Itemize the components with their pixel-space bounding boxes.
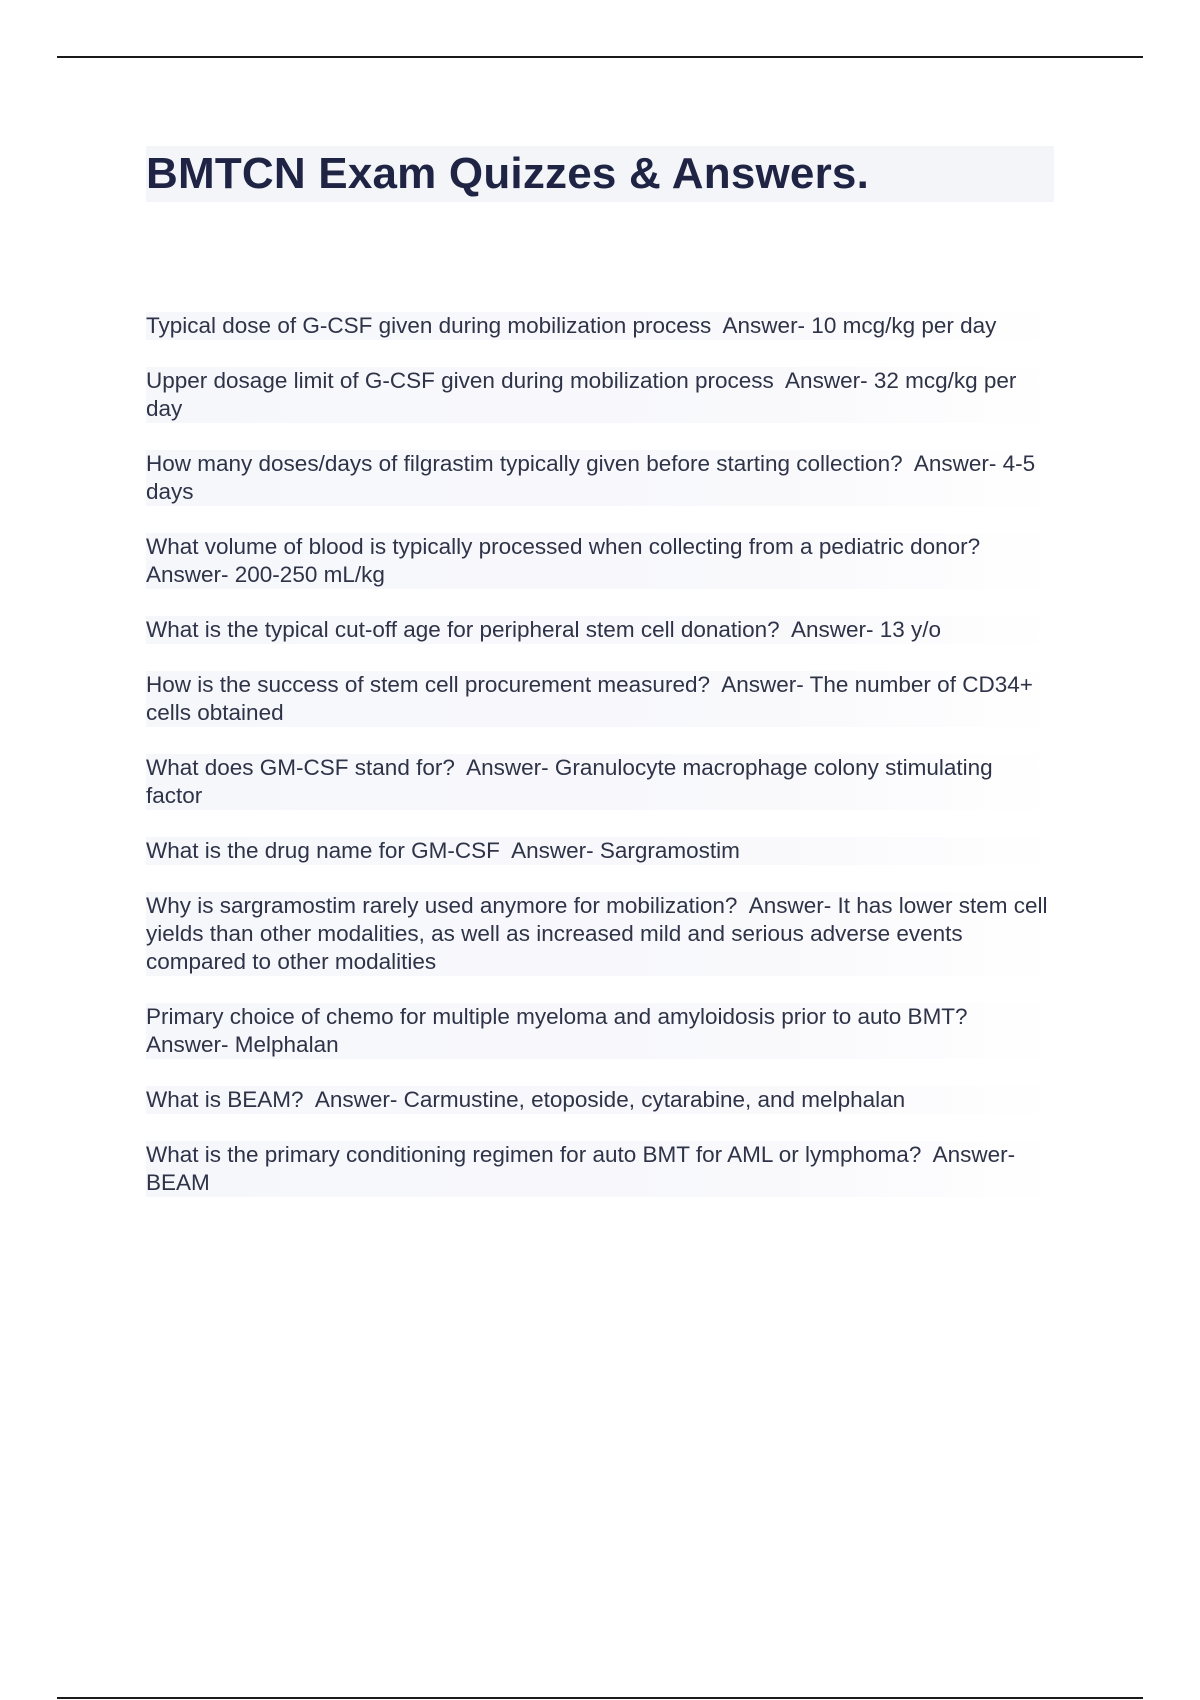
- answer-text: Answer- 4-5 days: [146, 451, 1042, 504]
- answer-text: Answer- Sargramostim: [511, 838, 740, 863]
- qa-list: [146, 312, 1056, 1224]
- question-text: What volume of blood is typically processed when collecting from a pediatric donor?: [146, 534, 981, 559]
- qa-item: [146, 450, 1056, 506]
- page-title: BMTCN Exam Quizzes & Answers.: [146, 149, 870, 198]
- qa-item: [146, 1086, 1056, 1114]
- question-text: What does GM-CSF stand for?: [146, 755, 455, 780]
- qa-item: [146, 837, 1056, 865]
- qa-item: [146, 616, 1056, 644]
- question-text: Typical dose of G-CSF given during mobilization process: [146, 313, 712, 338]
- qa-item: [146, 367, 1056, 423]
- bottom-rule: [57, 1697, 1143, 1699]
- qa-item: [146, 533, 1056, 589]
- qa-item: [146, 1003, 1056, 1059]
- answer-text: Answer- Melphalan: [146, 1032, 339, 1057]
- qa-item: [146, 312, 1056, 340]
- question-text: How is the success of stem cell procurement measured?: [146, 672, 710, 697]
- qa-item: [146, 671, 1056, 727]
- question-text: What is the typical cut-off age for peripheral stem cell donation?: [146, 617, 780, 642]
- qa-item: [146, 892, 1056, 976]
- answer-text: Answer- 200-250 mL/kg: [146, 562, 385, 587]
- top-rule: [57, 56, 1143, 58]
- answer-text: Answer- BEAM: [146, 1142, 1022, 1195]
- answer-text: Answer- It has lower stem cell yields than other modalities, as well as increased mild and serious adverse events compared to other modalities: [146, 893, 1054, 974]
- answer-text: Answer- 13 y/o: [790, 617, 941, 642]
- answer-text: Answer- Granulocyte macrophage colony stimulating factor: [146, 755, 999, 808]
- question-text: Primary choice of chemo for multiple myeloma and amyloidosis prior to auto BMT?: [146, 1004, 968, 1029]
- qa-item: [146, 754, 1056, 810]
- question-text: What is the drug name for GM-CSF: [146, 838, 500, 863]
- question-text: How many doses/days of filgrastim typically given before starting collection?: [146, 451, 903, 476]
- answer-text: Answer- Carmustine, etoposide, cytarabine, and melphalan: [314, 1087, 906, 1112]
- question-text: Why is sargramostim rarely used anymore for mobilization?: [146, 893, 738, 918]
- answer-text: Answer- The number of CD34+ cells obtained: [146, 672, 1040, 725]
- question-text: What is the primary conditioning regimen for auto BMT for AML or lymphoma?: [146, 1142, 922, 1167]
- answer-text: Answer- 10 mcg/kg per day: [722, 313, 997, 338]
- qa-item: [146, 1141, 1056, 1197]
- question-text: Upper dosage limit of G-CSF given during mobilization process: [146, 368, 774, 393]
- question-text: What is BEAM?: [146, 1087, 304, 1112]
- answer-text: Answer- 32 mcg/kg per day: [146, 368, 1023, 421]
